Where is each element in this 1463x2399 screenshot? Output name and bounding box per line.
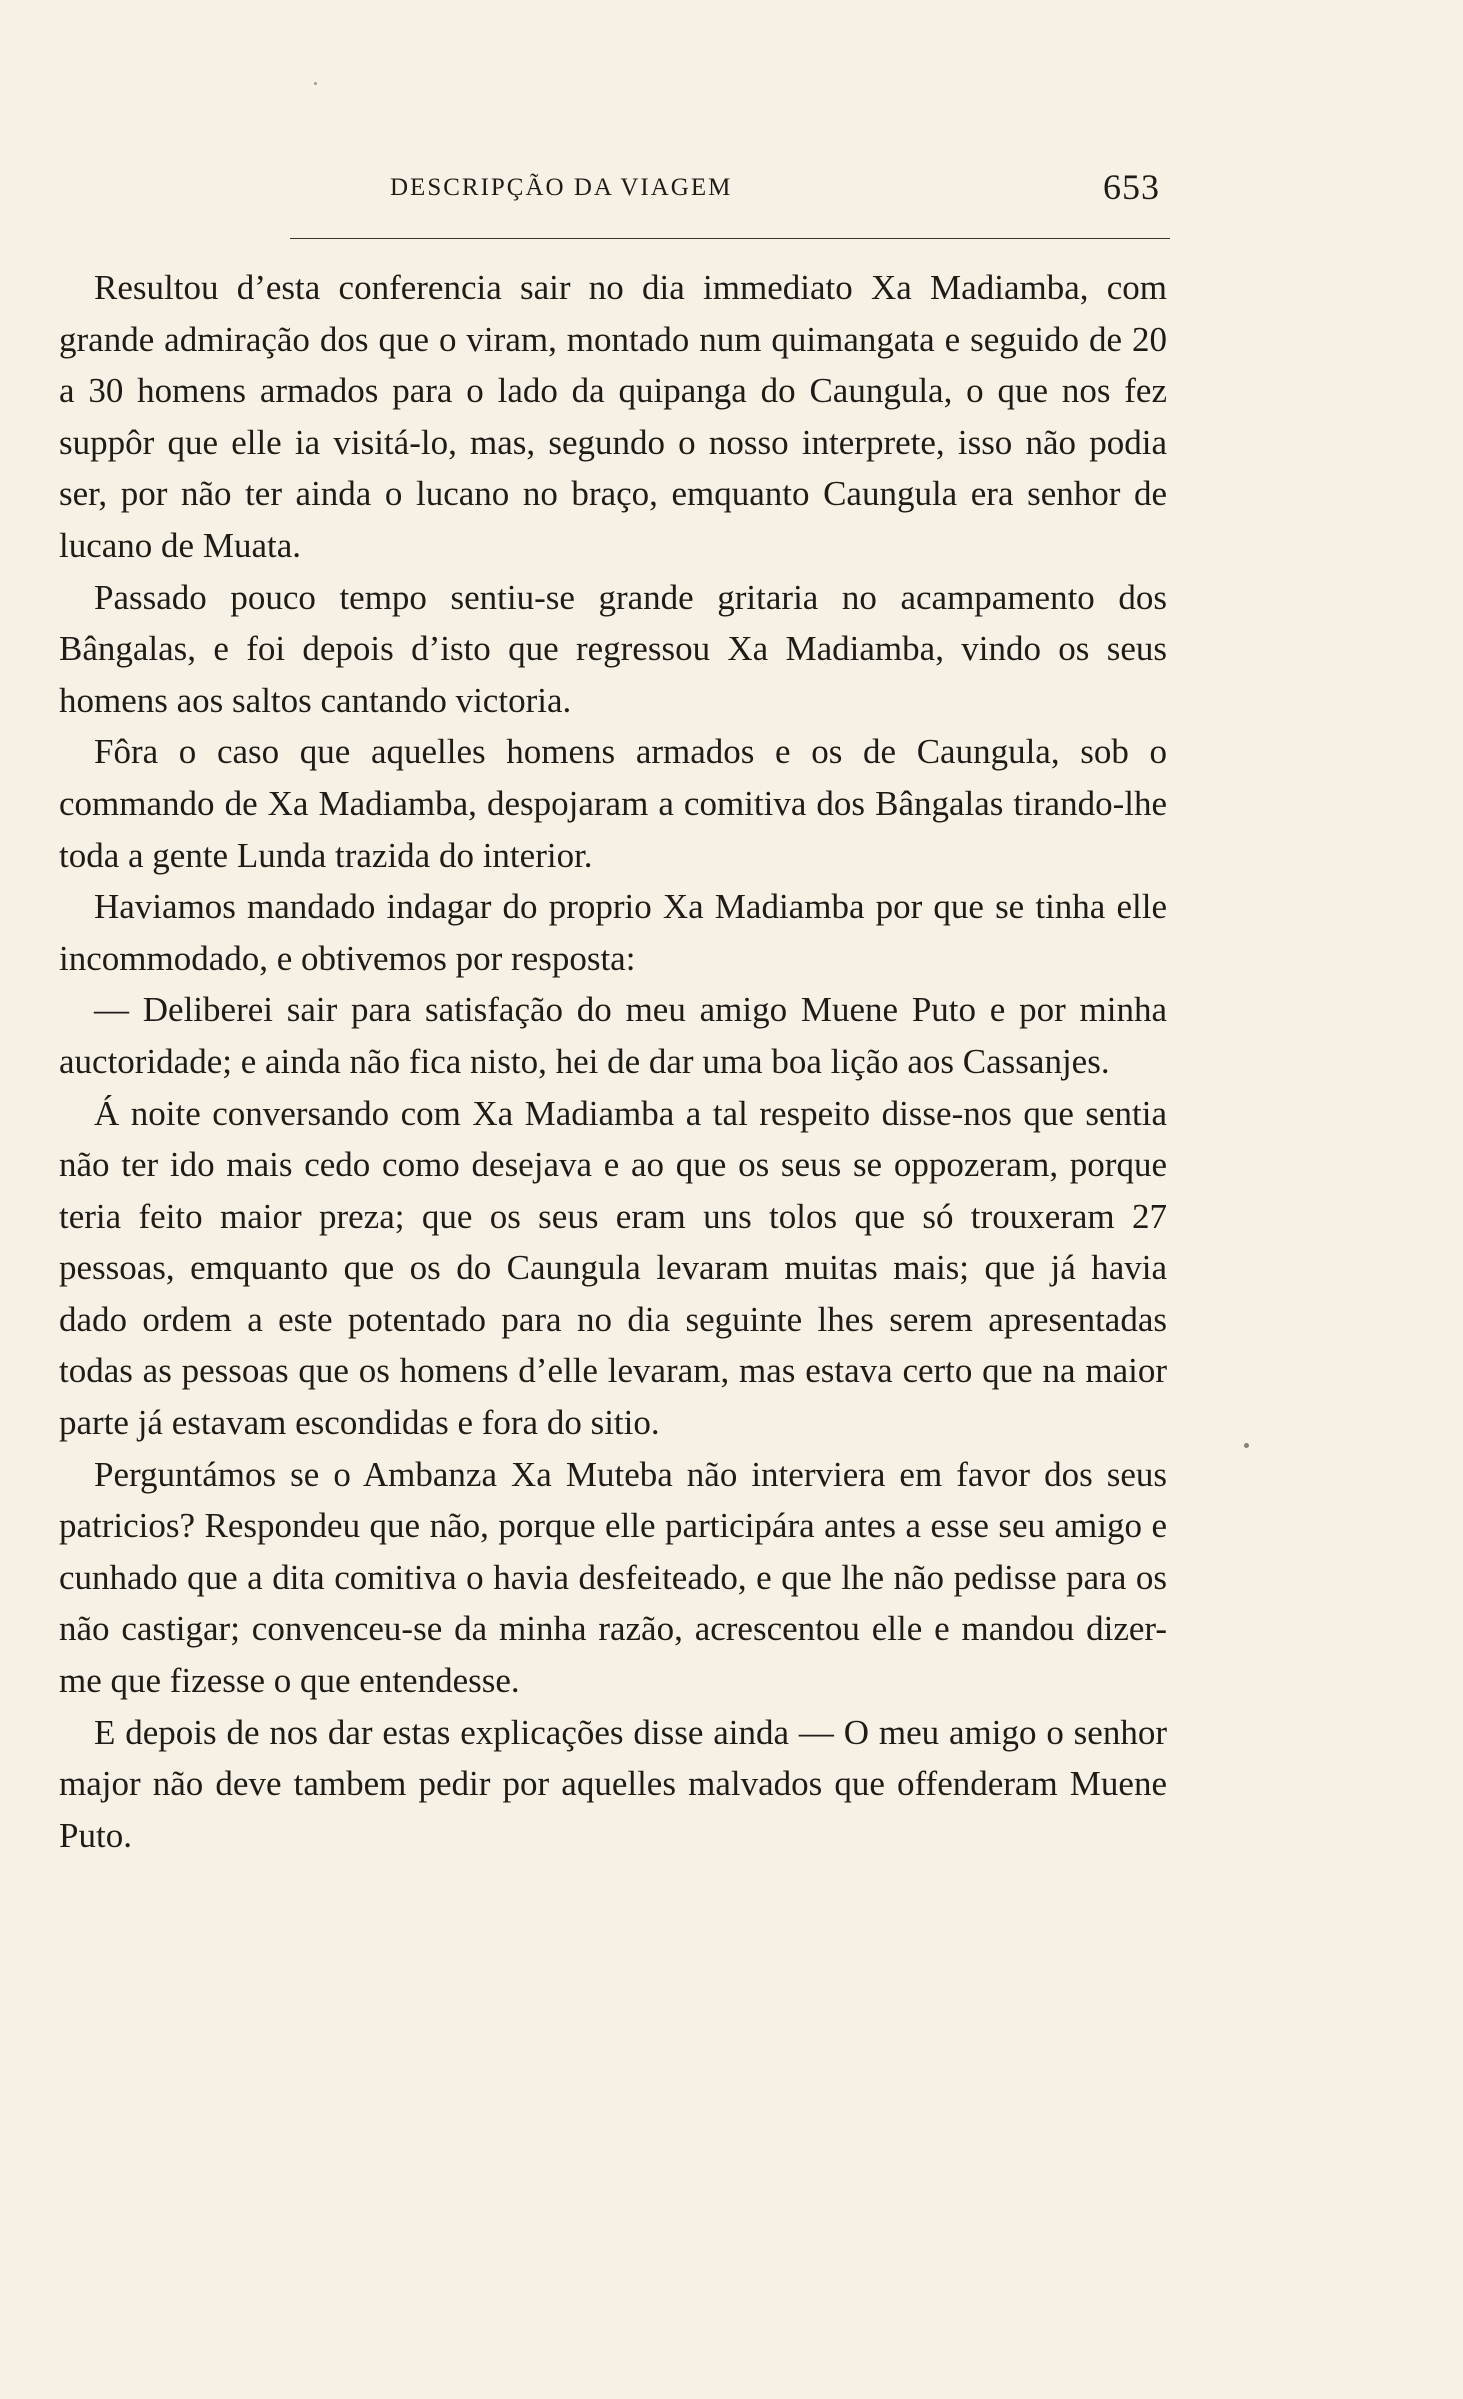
- paragraph-1: Resultou d’esta conferencia sair no dia immediato Xa Madiamba, com grande admiração dos que o viram, montado num quimangata e seguido de 20 a 30 homens armados para o lado da quipanga do Caungula, o que nos fez suppôr que elle ia visitá-lo, mas, segundo o nosso interprete, isso não podia ser, por não ter ainda o lucano no braço, emquanto Caungula era senhor de lucano de Muata.: [59, 268, 1167, 565]
- paragraph-2: Passado pouco tempo sentiu-se grande gritaria no acampamento dos Bângalas, e foi depois d’isto que regressou Xa Madiamba, vindo os seus homens aos saltos cantando victoria.: [59, 577, 1167, 720]
- body-text: [59, 262, 1167, 1861]
- paragraph-5: — Deliberei sair para satisfação do meu amigo Muene Puto e por minha auctoridade; e ainda não fica nisto, hei de dar uma boa lição aos Cassanjes.: [59, 990, 1167, 1081]
- paragraph-3: Fôra o caso que aquelles homens armados e os de Caungula, sob o commando de Xa Madiamba, despojaram a comitiva dos Bângalas tirando-lhe toda a gente Lunda trazida do interior.: [59, 732, 1167, 875]
- running-title: DESCRIPÇÃO DA VIAGEM: [390, 174, 733, 201]
- header-rule: [290, 238, 1170, 239]
- paragraph-7: Perguntámos se o Ambanza Xa Muteba não interviera em favor dos seus patricios? Respondeu que não, porque elle participára antes a esse seu amigo e cunhado que a dita comitiva o havia desfeiteado, e que lhe não pedisse para os não castigar; convenceu-se da minha razão, acrescentou elle e mandou dizer-me que fizesse o que entendesse.: [59, 1454, 1167, 1701]
- paper-spot: [1244, 1443, 1249, 1448]
- paragraph-6: Á noite conversando com Xa Madiamba a tal respeito disse-nos que sentia não ter ido mais cedo como desejava e ao que os seus se oppozeram, porque teria feito maior preza; que os seus eram uns tolos que só trouxeram 27 pessoas, emquanto que os do Caungula levaram muitas mais; que já havia dado ordem a este potentado para no dia seguinte lhes serem apresentadas todas as pessoas que os homens d’elle levaram, mas estava certo que na maior parte já estavam escondidas e fora do sitio.: [59, 1093, 1167, 1443]
- page-header: [60, 166, 1160, 216]
- page-number: 653: [1103, 167, 1160, 207]
- paper-speck: [314, 82, 317, 85]
- paragraph-8: E depois de nos dar estas explicações disse ainda — O meu amigo o senhor major não deve tambem pedir por aquelles malvados que offenderam Muene Puto.: [59, 1712, 1167, 1855]
- paragraph-4: Haviamos mandado indagar do proprio Xa Madiamba por que se tinha elle incommodado, e obtivemos por resposta:: [59, 887, 1167, 978]
